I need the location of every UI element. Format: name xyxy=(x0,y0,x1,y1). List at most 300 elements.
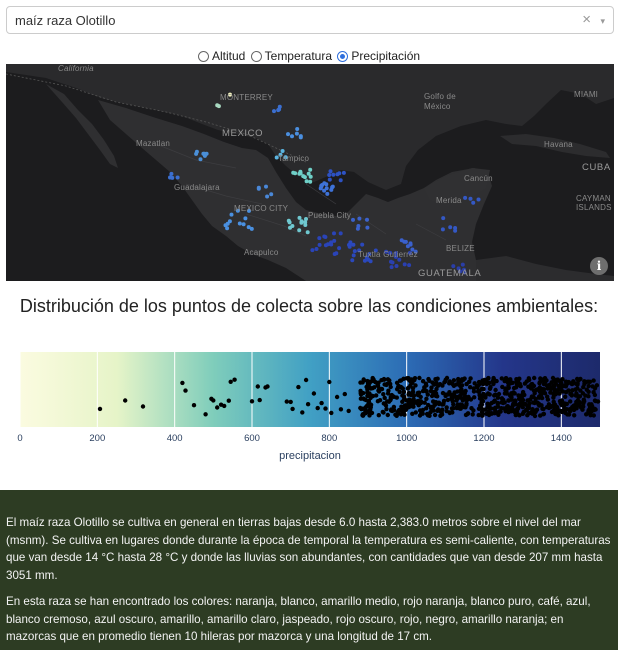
collection-point[interactable] xyxy=(303,223,307,227)
chart-point[interactable] xyxy=(430,407,434,411)
collection-point[interactable] xyxy=(295,127,299,131)
chart-point[interactable] xyxy=(591,390,595,394)
collection-point[interactable] xyxy=(257,186,261,190)
chart-point[interactable] xyxy=(421,408,425,412)
chart-point[interactable] xyxy=(554,412,558,416)
collection-point[interactable] xyxy=(265,195,269,199)
chart-point[interactable] xyxy=(568,399,572,403)
chart-point[interactable] xyxy=(203,412,207,416)
chart-point[interactable] xyxy=(537,381,541,385)
collection-point[interactable] xyxy=(471,201,475,205)
chart-point[interactable] xyxy=(496,396,500,400)
chart-point[interactable] xyxy=(512,408,516,412)
chart-point[interactable] xyxy=(393,413,397,417)
chart-point[interactable] xyxy=(494,379,498,383)
collection-point[interactable] xyxy=(324,182,328,186)
collection-point[interactable] xyxy=(290,224,294,228)
collection-point[interactable] xyxy=(351,218,355,222)
chart-point[interactable] xyxy=(468,385,472,389)
chart-point[interactable] xyxy=(435,377,439,381)
chart-point[interactable] xyxy=(503,386,507,390)
chart-point[interactable] xyxy=(300,410,304,414)
chart-point[interactable] xyxy=(575,377,579,381)
clear-icon[interactable]: × xyxy=(582,11,591,28)
chart-point[interactable] xyxy=(581,404,585,408)
chart-point[interactable] xyxy=(506,404,510,408)
collection-point[interactable] xyxy=(317,236,321,240)
chart-point[interactable] xyxy=(460,391,464,395)
chart-point[interactable] xyxy=(456,403,460,407)
collection-point[interactable] xyxy=(169,172,173,176)
chart-point[interactable] xyxy=(460,403,464,407)
chart-point[interactable] xyxy=(495,401,499,405)
chart-point[interactable] xyxy=(227,399,231,403)
collection-point[interactable] xyxy=(463,196,467,200)
chart-point[interactable] xyxy=(559,403,563,407)
chart-point[interactable] xyxy=(323,406,327,410)
chart-point[interactable] xyxy=(578,394,582,398)
chart-point[interactable] xyxy=(478,394,482,398)
chart-point[interactable] xyxy=(488,387,492,391)
collection-point[interactable] xyxy=(469,197,473,201)
chart-point[interactable] xyxy=(552,378,556,382)
chart-point[interactable] xyxy=(285,399,289,403)
chart-point[interactable] xyxy=(385,399,389,403)
chart-point[interactable] xyxy=(593,407,597,411)
chart-point[interactable] xyxy=(536,387,540,391)
chart-point[interactable] xyxy=(472,389,476,393)
chart-point[interactable] xyxy=(141,404,145,408)
collection-point[interactable] xyxy=(264,185,268,189)
chart-point[interactable] xyxy=(258,398,262,402)
radio-precipitacion[interactable] xyxy=(337,49,420,63)
collection-point[interactable] xyxy=(353,249,357,253)
chart-point[interactable] xyxy=(389,395,393,399)
collection-point[interactable] xyxy=(299,221,303,225)
chart-point[interactable] xyxy=(546,397,550,401)
chart-point[interactable] xyxy=(265,384,269,388)
chart-point[interactable] xyxy=(436,407,440,411)
chart-point[interactable] xyxy=(465,412,469,416)
collection-point[interactable] xyxy=(230,213,234,217)
collection-point[interactable] xyxy=(402,240,406,244)
chart-point[interactable] xyxy=(512,386,516,390)
chart-point[interactable] xyxy=(543,391,547,395)
chart-point[interactable] xyxy=(555,405,559,409)
chart-point[interactable] xyxy=(123,398,127,402)
collection-point[interactable] xyxy=(350,258,354,262)
chart-point[interactable] xyxy=(480,398,484,402)
collection-point[interactable] xyxy=(217,104,221,108)
chart-point[interactable] xyxy=(98,407,102,411)
chart-point[interactable] xyxy=(407,405,411,409)
chart-point[interactable] xyxy=(437,401,441,405)
chart-point[interactable] xyxy=(443,379,447,383)
collection-point[interactable] xyxy=(299,134,303,138)
chart-point[interactable] xyxy=(534,409,538,413)
chart-point[interactable] xyxy=(511,390,515,394)
collection-point[interactable] xyxy=(225,226,229,230)
chart-point[interactable] xyxy=(479,381,483,385)
chart-point[interactable] xyxy=(543,376,547,380)
chart-point[interactable] xyxy=(524,408,528,412)
chart-point[interactable] xyxy=(539,393,543,397)
chart-point[interactable] xyxy=(444,392,448,396)
chart-point[interactable] xyxy=(183,388,187,392)
chart-point[interactable] xyxy=(476,389,480,393)
chart-point[interactable] xyxy=(400,400,404,404)
collection-point[interactable] xyxy=(365,226,369,230)
chart-point[interactable] xyxy=(433,382,437,386)
collection-point[interactable] xyxy=(291,171,295,175)
chart-point[interactable] xyxy=(312,391,316,395)
chart-point[interactable] xyxy=(408,384,412,388)
chart-point[interactable] xyxy=(411,401,415,405)
chart-point[interactable] xyxy=(367,399,371,403)
chart-point[interactable] xyxy=(389,385,393,389)
chart-point[interactable] xyxy=(550,410,554,414)
collection-point[interactable] xyxy=(348,245,352,249)
collection-point[interactable] xyxy=(395,264,399,268)
chart-point[interactable] xyxy=(304,378,308,382)
chart-point[interactable] xyxy=(441,401,445,405)
chart-point[interactable] xyxy=(531,395,535,399)
collection-point[interactable] xyxy=(325,192,329,196)
collection-point[interactable] xyxy=(305,179,309,183)
collection-point[interactable] xyxy=(331,173,335,177)
chart-point[interactable] xyxy=(493,409,497,413)
collection-point[interactable] xyxy=(335,172,339,176)
chart-point[interactable] xyxy=(374,393,378,397)
chart-point[interactable] xyxy=(419,401,423,405)
collection-point[interactable] xyxy=(365,218,369,222)
chart-point[interactable] xyxy=(409,393,413,397)
collection-point[interactable] xyxy=(327,173,331,177)
collection-point[interactable] xyxy=(453,226,457,230)
chart-point[interactable] xyxy=(523,381,527,385)
chart-point[interactable] xyxy=(376,381,380,385)
chart-point[interactable] xyxy=(533,400,537,404)
chart-point[interactable] xyxy=(460,383,464,387)
collection-point[interactable] xyxy=(272,109,276,113)
chart-point[interactable] xyxy=(339,407,343,411)
chart-point[interactable] xyxy=(222,404,226,408)
chart-point[interactable] xyxy=(584,380,588,384)
chart-point[interactable] xyxy=(386,377,390,381)
collection-point[interactable] xyxy=(269,192,273,196)
chart-point[interactable] xyxy=(378,398,382,402)
chart-point[interactable] xyxy=(424,397,428,401)
collection-point[interactable] xyxy=(315,247,319,251)
collection-point[interactable] xyxy=(477,198,481,202)
collection-point[interactable] xyxy=(199,157,203,161)
chart-point[interactable] xyxy=(392,408,396,412)
chart-point[interactable] xyxy=(504,376,508,380)
chart-point[interactable] xyxy=(289,400,293,404)
chart-point[interactable] xyxy=(471,408,475,412)
chart-point[interactable] xyxy=(484,393,488,397)
collection-point[interactable] xyxy=(308,180,312,184)
collection-point[interactable] xyxy=(369,259,373,263)
chart-point[interactable] xyxy=(575,386,579,390)
chart-point[interactable] xyxy=(466,396,470,400)
chart-point[interactable] xyxy=(448,411,452,415)
collection-point[interactable] xyxy=(238,222,242,226)
chart-point[interactable] xyxy=(229,380,233,384)
chart-point[interactable] xyxy=(413,376,417,380)
chart-point[interactable] xyxy=(575,382,579,386)
chart-point[interactable] xyxy=(560,377,564,381)
collection-point[interactable] xyxy=(352,253,356,257)
chart-point[interactable] xyxy=(533,414,537,418)
collection-point[interactable] xyxy=(329,240,333,244)
chart-point[interactable] xyxy=(407,398,411,402)
chart-point[interactable] xyxy=(250,399,254,403)
chart-point[interactable] xyxy=(588,380,592,384)
chart-point[interactable] xyxy=(515,382,519,386)
collection-point[interactable] xyxy=(339,231,343,235)
chart-point[interactable] xyxy=(430,394,434,398)
chart-point[interactable] xyxy=(468,376,472,380)
collection-point[interactable] xyxy=(356,227,360,231)
precipitation-strip-chart[interactable] xyxy=(0,340,618,470)
race-select-dropdown[interactable] xyxy=(6,6,614,34)
chart-point[interactable] xyxy=(458,396,462,400)
collection-point[interactable] xyxy=(322,189,326,193)
chart-point[interactable] xyxy=(306,402,310,406)
chart-point[interactable] xyxy=(563,395,567,399)
chart-point[interactable] xyxy=(582,399,586,403)
chart-point[interactable] xyxy=(480,387,484,391)
collection-point[interactable] xyxy=(403,262,407,266)
collection-point[interactable] xyxy=(441,227,445,231)
chart-point[interactable] xyxy=(586,394,590,398)
chart-point[interactable] xyxy=(316,406,320,410)
chart-point[interactable] xyxy=(429,389,433,393)
chart-point[interactable] xyxy=(363,411,367,415)
chart-point[interactable] xyxy=(521,390,525,394)
chart-point[interactable] xyxy=(421,389,425,393)
collection-point[interactable] xyxy=(195,150,199,154)
collection-point[interactable] xyxy=(391,261,395,265)
chart-point[interactable] xyxy=(319,401,323,405)
chart-point[interactable] xyxy=(376,388,380,392)
chart-point[interactable] xyxy=(594,399,598,403)
chart-point[interactable] xyxy=(347,409,351,413)
chart-point[interactable] xyxy=(401,411,405,415)
chart-point[interactable] xyxy=(561,389,565,393)
chart-point[interactable] xyxy=(426,377,430,381)
chart-point[interactable] xyxy=(365,390,369,394)
collection-point[interactable] xyxy=(242,222,246,226)
collection-point[interactable] xyxy=(308,168,312,172)
collection-point[interactable] xyxy=(170,176,174,180)
chart-point[interactable] xyxy=(192,403,196,407)
collection-point[interactable] xyxy=(342,171,346,175)
chart-point[interactable] xyxy=(577,403,581,407)
chart-point[interactable] xyxy=(538,413,542,417)
chart-point[interactable] xyxy=(540,387,544,391)
chart-point[interactable] xyxy=(383,396,387,400)
chart-point[interactable] xyxy=(477,407,481,411)
chart-point[interactable] xyxy=(384,407,388,411)
chart-point[interactable] xyxy=(595,383,599,387)
collection-point[interactable] xyxy=(176,176,180,180)
collection-point[interactable] xyxy=(409,243,413,247)
chart-point[interactable] xyxy=(566,388,570,392)
chart-point[interactable] xyxy=(452,392,456,396)
chart-point[interactable] xyxy=(451,406,455,410)
chart-point[interactable] xyxy=(418,413,422,417)
chart-point[interactable] xyxy=(421,379,425,383)
chart-point[interactable] xyxy=(503,391,507,395)
chart-point[interactable] xyxy=(500,396,504,400)
chart-point[interactable] xyxy=(399,385,403,389)
collection-point[interactable] xyxy=(290,134,294,138)
collection-point[interactable] xyxy=(461,263,465,267)
collection-point[interactable] xyxy=(281,149,285,153)
collection-point[interactable] xyxy=(328,178,332,182)
chart-point[interactable] xyxy=(417,376,421,380)
chart-point[interactable] xyxy=(232,378,236,382)
chart-point[interactable] xyxy=(434,393,438,397)
collection-point[interactable] xyxy=(337,246,341,250)
chart-point[interactable] xyxy=(215,405,219,409)
chart-point[interactable] xyxy=(592,413,596,417)
chart-point[interactable] xyxy=(377,413,381,417)
chart-point[interactable] xyxy=(485,402,489,406)
chart-point[interactable] xyxy=(329,411,333,415)
chart-point[interactable] xyxy=(511,403,515,407)
chart-point[interactable] xyxy=(481,412,485,416)
collection-point[interactable] xyxy=(329,169,333,173)
collection-map[interactable] xyxy=(6,64,614,281)
chart-point[interactable] xyxy=(452,378,456,382)
chart-point[interactable] xyxy=(402,390,406,394)
chart-point[interactable] xyxy=(362,378,366,382)
chart-point[interactable] xyxy=(433,413,437,417)
chart-point[interactable] xyxy=(447,381,451,385)
collection-point[interactable] xyxy=(339,178,343,182)
collection-point[interactable] xyxy=(448,225,452,229)
chart-point[interactable] xyxy=(506,398,510,402)
chart-point[interactable] xyxy=(475,385,479,389)
chart-point[interactable] xyxy=(256,384,260,388)
collection-point[interactable] xyxy=(351,243,355,247)
chart-point[interactable] xyxy=(532,376,536,380)
chart-point[interactable] xyxy=(398,379,402,383)
chart-point[interactable] xyxy=(574,393,578,397)
chart-point[interactable] xyxy=(549,387,553,391)
chevron-down-icon[interactable]: ▾ xyxy=(600,16,605,26)
chart-point[interactable] xyxy=(438,382,442,386)
collection-point[interactable] xyxy=(322,235,326,239)
chart-point[interactable] xyxy=(211,398,215,402)
collection-point[interactable] xyxy=(278,105,282,109)
collection-point[interactable] xyxy=(309,175,313,179)
collection-point[interactable] xyxy=(301,174,305,178)
collection-point[interactable] xyxy=(287,219,291,223)
collection-point[interactable] xyxy=(306,230,310,234)
chart-point[interactable] xyxy=(296,385,300,389)
chart-point[interactable] xyxy=(290,407,294,411)
chart-point[interactable] xyxy=(587,384,591,388)
chart-point[interactable] xyxy=(484,412,488,416)
chart-point[interactable] xyxy=(521,405,525,409)
info-icon[interactable]: i xyxy=(590,257,608,275)
chart-point[interactable] xyxy=(440,408,444,412)
chart-point[interactable] xyxy=(501,401,505,405)
chart-point[interactable] xyxy=(559,409,563,413)
chart-point[interactable] xyxy=(411,397,415,401)
collection-point[interactable] xyxy=(331,185,335,189)
chart-point[interactable] xyxy=(540,407,544,411)
radio-button-precipitacion[interactable] xyxy=(337,51,348,62)
chart-point[interactable] xyxy=(477,413,481,417)
chart-point[interactable] xyxy=(382,378,386,382)
chart-point[interactable] xyxy=(464,403,468,407)
collection-point[interactable] xyxy=(360,243,364,247)
collection-point[interactable] xyxy=(357,217,361,221)
chart-point[interactable] xyxy=(493,388,497,392)
collection-point[interactable] xyxy=(407,263,411,267)
collection-point[interactable] xyxy=(205,152,209,156)
chart-point[interactable] xyxy=(551,392,555,396)
chart-point[interactable] xyxy=(464,382,468,386)
chart-point[interactable] xyxy=(471,412,475,416)
chart-point[interactable] xyxy=(527,376,531,380)
chart-point[interactable] xyxy=(491,379,495,383)
collection-point[interactable] xyxy=(332,231,336,235)
chart-point[interactable] xyxy=(462,376,466,380)
chart-point[interactable] xyxy=(497,392,501,396)
chart-point[interactable] xyxy=(451,402,455,406)
chart-point[interactable] xyxy=(570,405,574,409)
chart-point[interactable] xyxy=(384,383,388,387)
chart-point[interactable] xyxy=(327,380,331,384)
chart-point[interactable] xyxy=(335,395,339,399)
collection-point[interactable] xyxy=(295,132,299,136)
chart-point[interactable] xyxy=(410,412,414,416)
radio-button-altitud[interactable] xyxy=(198,51,209,62)
chart-point[interactable] xyxy=(559,383,563,387)
collection-point[interactable] xyxy=(310,248,314,252)
chart-point[interactable] xyxy=(381,410,385,414)
chart-point[interactable] xyxy=(498,409,502,413)
chart-point[interactable] xyxy=(449,397,453,401)
radio-button-temperatura[interactable] xyxy=(251,51,262,62)
chart-point[interactable] xyxy=(572,413,576,417)
collection-point[interactable] xyxy=(297,228,301,232)
collection-point[interactable] xyxy=(286,132,290,136)
chart-point[interactable] xyxy=(587,409,591,413)
collection-point[interactable] xyxy=(250,227,254,231)
radio-altitud[interactable] xyxy=(198,49,245,63)
chart-point[interactable] xyxy=(567,412,571,416)
chart-point[interactable] xyxy=(545,405,549,409)
collection-point[interactable] xyxy=(226,222,230,226)
collection-point[interactable] xyxy=(319,186,323,190)
collection-point[interactable] xyxy=(390,265,394,269)
radio-temperatura[interactable] xyxy=(251,49,332,63)
chart-point[interactable] xyxy=(359,397,363,401)
collection-point[interactable] xyxy=(243,216,247,220)
chart-point[interactable] xyxy=(532,388,536,392)
chart-point[interactable] xyxy=(570,392,574,396)
collection-point[interactable] xyxy=(441,216,445,220)
chart-point[interactable] xyxy=(590,384,594,388)
chart-point[interactable] xyxy=(586,390,590,394)
